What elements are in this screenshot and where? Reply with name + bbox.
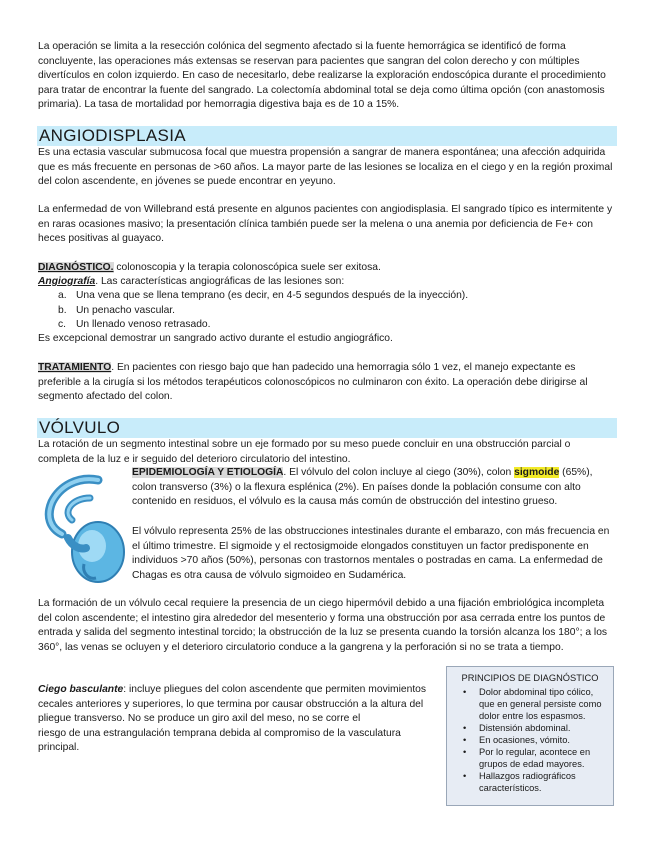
box-title: PRINCIPIOS DE DIAGNÓSTICO (461, 673, 599, 683)
angio-paragraph-2: La enfermedad de von Willebrand está presente en algunos pacientes con angiodisplasia. El sangrado típico es intermitente y en raras ocasiones masivo; la presentación clínica también puede ser la melena o una anemia por deficiencia de Fe+ con heces positivas al guayaco. (38, 204, 613, 244)
epidemiologia-paragraph: EPIDEMIOLOGÍA Y ETIOLOGÍA. El vólvulo del colon incluye al ciego (30%), colon sigmoide (65%), colon transverso (3%) o la flexura esplénica (2%). En países donde la población consume con alto contenido en residuos, el vólvulo es la causa más común de obstrucción del intestino grueso. (132, 467, 593, 507)
sigmoide-highlight: sigmoide (514, 467, 560, 478)
intro-paragraph: La operación se limita a la resección colónica del segmento afectado si la fuente hemorrágica se identificó de forma concluyente, las operaciones más extensas se reservan para pacientes que sangran del colon derecho y con múltiples divertículos en colon izquierdo. En caso de necesitarlo, debe realizarse la exploración endoscópica durante el procedimiento para tratar de encontrar la fuente del sangrado. La colectomía abdominal total se deja como última opción (con anastomosis primaria). La tasa de mortalidad por hemorragia digestiva baja es de 10 a 15%. (38, 41, 606, 110)
list-item: a. Una vena que se llena temprano (es decir, en 4-5 segundos después de la inyección). (58, 290, 469, 301)
tratamiento-text: . En pacientes con riesgo bajo que han padecido una hemorragia sólo 1 vez, el manejo expectante es preferible a la cirugía si los métodos terapéuticos colonoscópicos no culminaron con éxito. La operación debe dirigirse al segmento afectado del colon. (38, 362, 588, 402)
list-item: • Hallazgos radiográficos característicos. (463, 771, 576, 793)
diagnostico-label: DIAGNÓSTICO. (38, 262, 114, 273)
section-heading-volvulo: VÓLVULO (37, 418, 617, 438)
epidemiologia-label: EPIDEMIOLOGÍA Y ETIOLOGÍA (132, 467, 284, 478)
angiografia-label: Angiografía (38, 276, 96, 287)
angiografia-line (38, 275, 613, 290)
list-item: • Dolor abdominal tipo cólico, que en general persiste como dolor entre los espasmos. (463, 687, 602, 721)
diagnostico-text: colonoscopia y la terapia colonoscópica suele ser exitosa. (113, 262, 381, 273)
angio-paragraph-3: Es excepcional demostrar un sangrado activo durante el estudio angiográfico. (38, 333, 393, 344)
diagnostico-line (38, 261, 613, 276)
diagnosis-principles-box (446, 666, 614, 806)
list-item: • Por lo regular, acontece en grupos de edad mayores. (463, 747, 591, 769)
angiografia-text: . Las características angiográficas de las lesiones son: (95, 276, 345, 287)
volvulo-paragraph-2: El vólvulo representa 25% de las obstrucciones intestinales durante el embarazo, con más frecuencia en el último trimestre. El sigmoide y el rectosigmoide elongados constituyen un factor predisponente en individuos >70 años (50%), personas con trastornos mentales o postradas en cama. La enfermedad de Chagas es otra causa de vólvulo sigmoideo en Sudamérica. (132, 526, 610, 581)
tratamiento-label: TRATAMIENTO (38, 362, 112, 373)
box-list (451, 686, 609, 794)
volvulo-paragraph-3: La formación de un vólvulo cecal requiere la presencia de un ciego hipermóvil debido a una fijación embriológica incompleta del colon ascendente; el intestino gira alrededor del mesenterio y forma una obstrucción por asa cerrada entre los puntos de entrada y salida del segmento intestinal torcido; la obstrucción de la luz se presenta cuando la torsión alcanza los 180°; a los 360°, las venas se ocluyen y el deterioro circulatorio conduce a la gangrena y la perforación si no se trata a tiempo. (38, 598, 608, 653)
volvulo-paragraph-1: La rotación de un segmento intestinal sobre un eje formado por su meso puede concluir en una obstrucción parcial o completa de la luz e ir seguido del deterioro circulatorio del intestino. (38, 439, 571, 465)
intestine-icon (38, 468, 126, 586)
list-item: • En ocasiones, vómito. (463, 735, 570, 745)
volvulus-illustration (38, 468, 126, 586)
angiografia-list (38, 289, 613, 333)
angio-paragraph-1: Es una ectasia vascular submucosa focal que muestra propensión a sangrar de manera espontánea; una afección adquirida que es más frecuente en personas de >60 años. La mayor parte de las lesiones se localiza en el ciego y en la región proximal del colon ascendente, en jóvenes se puede encontrar en yeyuno. (38, 147, 613, 187)
list-item: b. Un penacho vascular. (58, 304, 176, 316)
tratamiento-paragraph (38, 361, 613, 405)
ciego-label: Ciego basculante (38, 684, 124, 695)
list-item: c. Un llenado venoso retrasado. (58, 319, 211, 330)
ciego-basculante-paragraph: Ciego basculante: incluye pliegues del colon ascendente que permiten movimientos cecales anteriores y superiores, lo que termina por causar obstrucción a la altura del pliegue transverso. No se produce un giro axil del meso, no se corre el riesgo de una estrangulación temprana debida al compromiso de la vasculatura principal. (38, 684, 427, 753)
list-item: • Distensión abdominal. (463, 723, 571, 733)
section-heading-angiodisplasia: ANGIODISPLASIA (37, 126, 617, 146)
